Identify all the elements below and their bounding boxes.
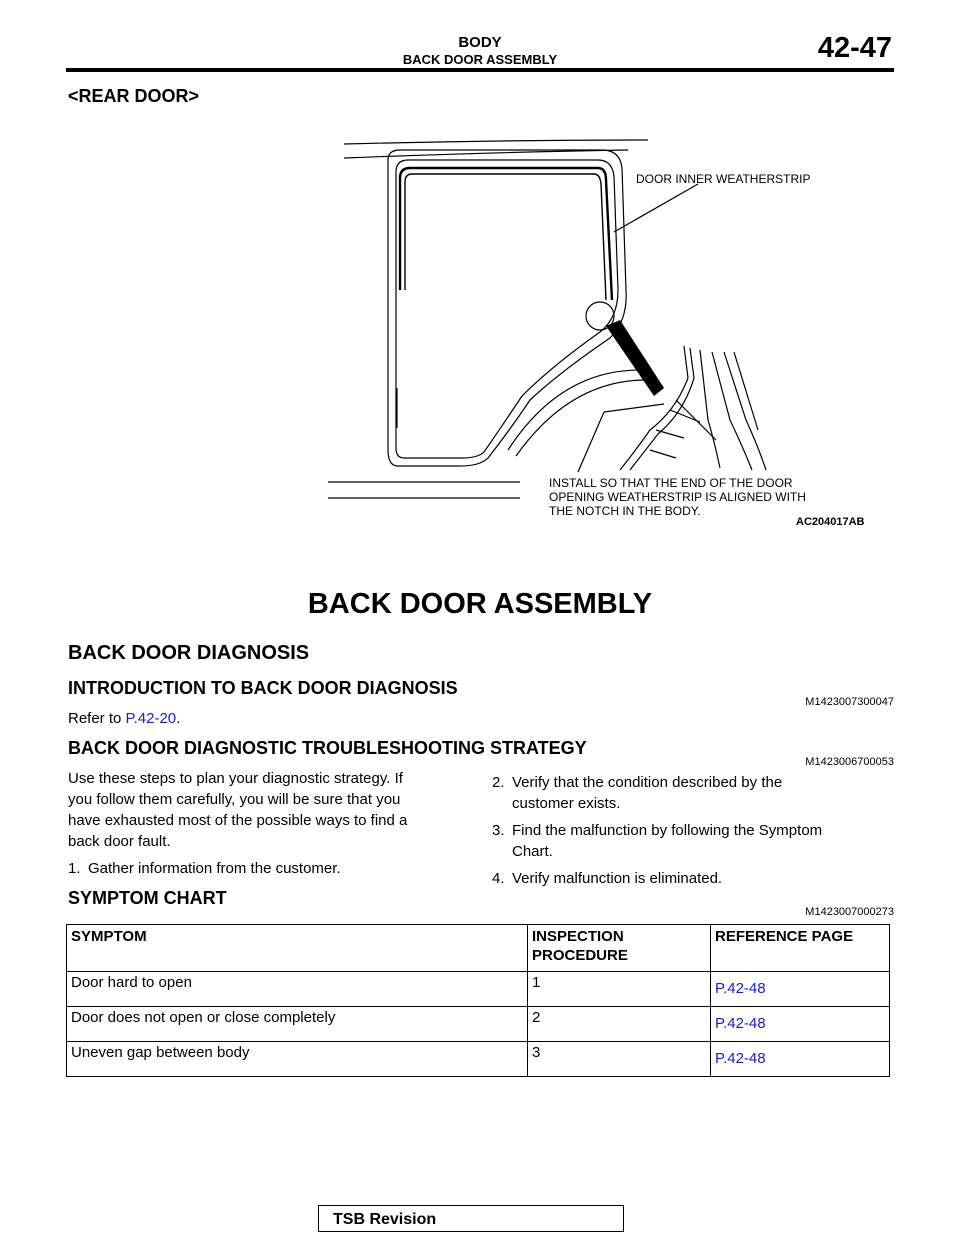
step-text: Verify malfunction is eliminated. (512, 870, 723, 887)
paragraph-line: Use these steps to plan your diagnostic strategy. If (68, 770, 403, 787)
procedure-cell: 3 (528, 1042, 711, 1077)
rear-door-weatherstrip-diagram (0, 0, 960, 560)
callout-inner-weatherstrip: DOOR INNER WEATHERSTRIP (636, 172, 811, 186)
refer-prefix: Refer to (68, 710, 126, 727)
symptom-chart-heading: SYMPTOM CHART (68, 888, 227, 908)
step-number: 2. (492, 774, 505, 791)
step-item (68, 858, 468, 879)
main-title: BACK DOOR ASSEMBLY (307, 588, 653, 620)
paragraph-line: have exhausted most of the possible ways to find a (68, 812, 408, 829)
table-row (67, 1042, 890, 1077)
reference-link[interactable]: P.42-48 (715, 1050, 766, 1067)
intro-code: M1423007300047 (805, 696, 894, 708)
paragraph-line: you follow them carefully, you will be sure that you (68, 791, 401, 808)
strategy-code: M1423006700053 (805, 756, 894, 768)
strategy-steps (492, 772, 892, 895)
arrow-icon (606, 320, 664, 396)
callout-install-line: THE NOTCH IN THE BODY. (549, 504, 701, 518)
figure-id: AC204017AB (796, 516, 865, 528)
reference-link[interactable]: P.42-48 (715, 980, 766, 997)
refer-link[interactable]: P.42-20 (125, 710, 177, 727)
step-item (492, 772, 892, 814)
symptom-cell: Door hard to open (67, 972, 528, 1007)
leader-line-top (614, 184, 698, 232)
leader-line-bottom (578, 412, 604, 472)
step-text: customer exists. (512, 795, 621, 812)
page-number: 42-47 (817, 32, 892, 64)
column-header-reference: REFERENCE PAGE (711, 925, 890, 972)
symptom-chart-table (66, 924, 890, 1077)
table-header-row (67, 925, 890, 972)
column-header-procedure: INSPECTION PROCEDURE (528, 925, 711, 972)
symptom-cell: Door does not open or close completely (67, 1007, 528, 1042)
reference-link[interactable]: P.42-48 (715, 1015, 766, 1032)
roof-line (344, 140, 648, 144)
step-number: 3. (492, 822, 505, 839)
symptom-chart-code: M1423007000273 (805, 906, 894, 918)
step-item (492, 868, 892, 889)
strategy-heading: BACK DOOR DIAGNOSTIC TROUBLESHOOTING STRATEGY (68, 738, 587, 758)
intro-refer (68, 708, 180, 729)
table-row (67, 1007, 890, 1042)
header-section-title: BODY (458, 34, 502, 51)
inner-weatherstrip (400, 168, 612, 300)
step-text: Verify that the condition described by the (512, 774, 783, 791)
strategy-paragraph (68, 768, 468, 885)
diagnosis-heading: BACK DOOR DIAGNOSIS (68, 642, 310, 664)
table-row (67, 972, 890, 1007)
callout-install-note (549, 476, 806, 518)
step-number: 1. (68, 860, 81, 877)
step-item (492, 820, 892, 862)
refer-suffix: . (176, 710, 181, 727)
symptom-cell: Uneven gap between body (67, 1042, 528, 1077)
step-text: Chart. (512, 843, 553, 860)
callout-install-line: INSTALL SO THAT THE END OF THE DOOR (549, 476, 793, 490)
step-number: 4. (492, 870, 505, 887)
column-header-symptom: SYMPTOM (67, 925, 528, 972)
step-text: Find the malfunction by following the Symptom (512, 822, 823, 839)
intro-heading: INTRODUCTION TO BACK DOOR DIAGNOSIS (68, 678, 458, 698)
footer-tsb-revision: TSB Revision (318, 1205, 624, 1232)
figure-label: <REAR DOOR> (68, 86, 200, 106)
callout-install-line: OPENING WEATHERSTRIP IS ALIGNED WITH (549, 490, 806, 504)
procedure-cell: 1 (528, 972, 711, 1007)
header-subtitle: BACK DOOR ASSEMBLY (402, 52, 558, 67)
step-text: Gather information from the customer. (88, 860, 341, 877)
procedure-cell: 2 (528, 1007, 711, 1042)
paragraph-line: back door fault. (68, 833, 171, 850)
